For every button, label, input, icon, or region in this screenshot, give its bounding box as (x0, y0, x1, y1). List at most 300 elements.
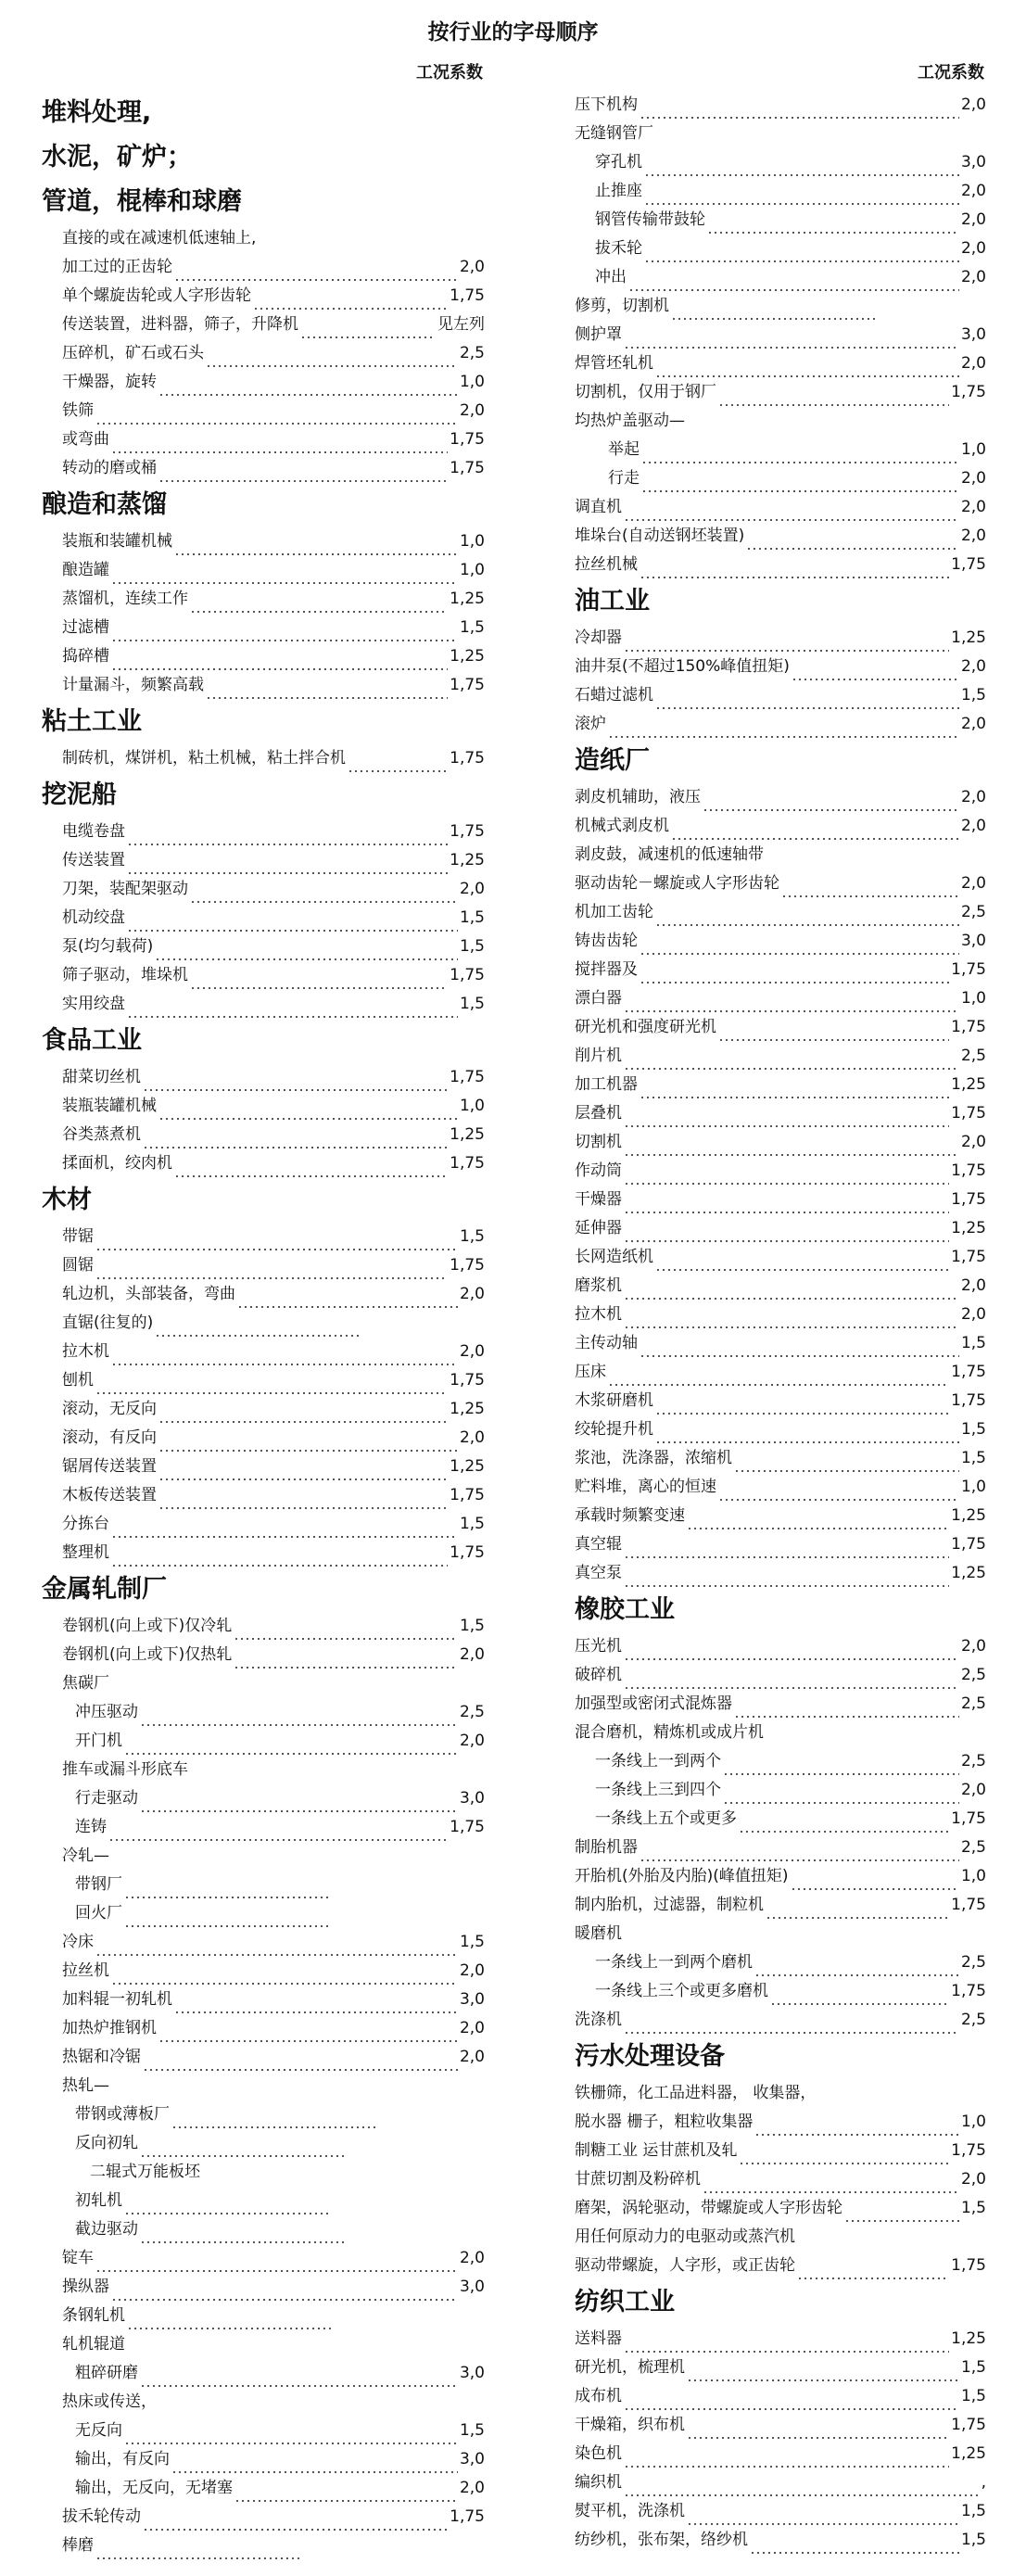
industry-label: 蒸馏机，连续工作 (62, 590, 188, 608)
factor-value: 1,75 (450, 1543, 485, 1562)
section-heading: 金属轧制厂 (42, 1575, 167, 1604)
dot-leader (754, 1958, 959, 1977)
factor-value: 1,75 (450, 2507, 485, 2526)
factor-value: 1,25 (450, 1125, 485, 1144)
factor-value: 2,0 (960, 2170, 986, 2189)
factor-row (42, 846, 485, 875)
industry-label: 调直机 (575, 498, 622, 516)
factor-row (575, 681, 986, 710)
industry-label: 一条线上五个或更多 (595, 1809, 737, 1828)
factor-row (42, 2215, 485, 2244)
factor-row (575, 1747, 986, 1776)
industry-label: 拔禾轮 (595, 239, 642, 258)
industry-label: 铸齿齿轮 (575, 932, 638, 950)
dot-leader (95, 406, 458, 425)
dot-leader (750, 2535, 959, 2555)
factor-row (575, 1444, 986, 1473)
factor-row (575, 551, 986, 579)
factor-row (575, 1473, 986, 1502)
factor-row (575, 2411, 986, 2440)
factor-value: 2,0 (459, 1732, 485, 1750)
industry-label: 粗碎研磨 (75, 2364, 138, 2382)
industry-label: 熨平机，洗涤机 (575, 2502, 685, 2520)
factor-row (575, 1042, 986, 1071)
industry-label: 拉木机 (575, 1305, 622, 1324)
dot-leader (624, 1670, 959, 1690)
factor-value: 2,0 (960, 874, 986, 893)
dot-leader (703, 2175, 959, 2194)
dot-leader (624, 994, 959, 1013)
factor-row (575, 148, 986, 177)
industry-label: 行走驱动 (75, 1789, 138, 1808)
industry-label: 单个螺旋齿轮或人字形齿轮 (62, 286, 251, 305)
dot-leader (718, 1482, 959, 1502)
industry-label: 无反向 (75, 2421, 122, 2440)
industry-label: 拉丝机械 (575, 555, 638, 574)
factor-row (575, 120, 986, 148)
dot-leader (348, 754, 448, 773)
dot-leader (608, 1367, 949, 1387)
dot-leader (174, 1159, 448, 1178)
dot-leader (624, 2478, 980, 2497)
section-heading: 酿造和蒸馏 (42, 490, 167, 519)
industry-label: 干燥器，旋转 (62, 373, 157, 391)
dot-leader (624, 1540, 949, 1559)
dot-leader (624, 1224, 949, 1243)
factor-value: 1,75 (951, 383, 986, 401)
factor-row (575, 2325, 986, 2354)
dot-leader (781, 879, 959, 898)
industry-label: 冷床 (62, 1933, 94, 1951)
factor-value: 1,75 (951, 1018, 986, 1036)
factor-value: 1,75 (951, 2141, 986, 2160)
section-heading: 粘土工业 (42, 707, 142, 736)
dot-leader (655, 907, 959, 927)
dot-leader (158, 377, 458, 397)
right-factor-list (575, 91, 986, 2555)
factor-value: 2,5 (960, 1752, 986, 1770)
factor-value: 1,25 (951, 2444, 986, 2463)
industry-label: 加料辊一初轧机 (62, 1990, 172, 2009)
factor-row (42, 1309, 485, 1338)
factor-value: 3,0 (459, 2364, 485, 2382)
industry-label: 带钢厂 (75, 1875, 122, 1894)
factor-row (42, 1698, 485, 1727)
section-heading: 挖泥船 (42, 780, 117, 809)
factor-row (575, 2252, 986, 2280)
industry-label: 堆垛台(自动送钢坯装置) (575, 527, 745, 545)
dot-leader (624, 2392, 959, 2411)
factor-row (42, 1641, 485, 1669)
industry-label: 行走 (608, 469, 640, 488)
factor-value: 3,0 (459, 1990, 485, 2009)
dot-leader (253, 291, 448, 311)
industry-label: 锭车 (62, 2249, 94, 2267)
factor-row (575, 1013, 986, 1042)
factor-row (575, 1186, 986, 1214)
dot-leader (624, 1568, 949, 1588)
dot-leader (640, 936, 959, 956)
industry-label: 谷类蒸煮机 (62, 1125, 141, 1144)
factor-value: 1,75 (951, 1248, 986, 1266)
dot-leader (127, 856, 448, 875)
factor-row (575, 1920, 986, 1948)
factor-value: 1,25 (450, 590, 485, 608)
dot-leader (158, 1404, 448, 1424)
factor-row (42, 1223, 485, 1251)
factor-value: 2,0 (960, 1305, 986, 1324)
industry-label: 染色机 (575, 2444, 622, 2463)
industry-label: 用任何原动力的电驱动或蒸汽机 (575, 2227, 795, 2246)
dot-leader (111, 623, 458, 642)
industry-label: 刀架，装配架驱动 (62, 880, 188, 898)
factor-row (575, 1661, 986, 1690)
factor-value: 1,75 (450, 1256, 485, 1275)
factor-value: 2,5 (960, 1694, 986, 1713)
industry-label: 成布机 (575, 2387, 622, 2405)
factor-row (42, 1899, 485, 1928)
factor-row (42, 1149, 485, 1178)
section-heading: 堆料处理, (42, 98, 152, 127)
industry-label: 拔禾轮传动 (62, 2507, 141, 2526)
dot-leader (791, 1872, 959, 1891)
factor-value: 3,0 (459, 2278, 485, 2296)
dot-leader (190, 884, 458, 904)
factor-row (575, 898, 986, 927)
factor-row (575, 2006, 986, 2035)
industry-label: 真空泵 (575, 1564, 622, 1582)
dot-leader (640, 1339, 959, 1358)
factor-value: 1,25 (951, 1506, 986, 1525)
industry-label: 转动的磨或桶 (62, 459, 157, 477)
factor-row (575, 1834, 986, 1862)
dot-leader (770, 1986, 949, 2006)
factor-row (42, 2158, 485, 2187)
industry-label: 编织机 (575, 2473, 622, 2492)
industry-label: 推车或漏斗形底车 (62, 1760, 188, 1779)
factor-value: 3,0 (960, 325, 986, 344)
dot-leader (746, 531, 959, 551)
factor-value: 1,5 (960, 1420, 986, 1439)
factor-row (575, 1690, 986, 1719)
industry-label: 送料器 (575, 2329, 622, 2348)
industry-label: 实用绞盘 (62, 995, 125, 1013)
industry-label: 止推座 (595, 182, 642, 200)
industry-label: 条钢轧机 (62, 2306, 125, 2325)
factor-row (42, 933, 485, 961)
industry-label: 削片机 (575, 1047, 622, 1065)
factor-row (575, 624, 986, 653)
industry-label: 脱水器 栅子，粗粒收集器 (575, 2113, 754, 2131)
dot-leader (111, 2282, 458, 2302)
factor-row (42, 614, 485, 642)
factor-row (42, 2100, 485, 2129)
factor-row (575, 1862, 986, 1891)
industry-label: 制胎机器 (575, 1838, 638, 1857)
factor-row (575, 1891, 986, 1920)
industry-label: 研光机，梳理机 (575, 2358, 685, 2377)
industry-label: 甘蔗切割及粉碎机 (575, 2170, 701, 2189)
factor-value: 1,25 (450, 647, 485, 666)
factor-row (575, 2354, 986, 2382)
factor-value: 3,0 (960, 153, 986, 171)
industry-label: 筛子驱动，堆垛机 (62, 966, 188, 984)
factor-value: 2,0 (960, 817, 986, 835)
dot-leader (234, 2483, 458, 2503)
factor-row (42, 2474, 485, 2503)
dot-leader (158, 1462, 448, 1481)
industry-label: 拉丝机 (62, 1961, 109, 1980)
factor-row (575, 841, 986, 869)
factor-row (575, 1559, 986, 1588)
column-header: 工况系数 (918, 63, 984, 82)
dot-leader (124, 1880, 328, 1899)
industry-label: 贮料堆，离心的恒速 (575, 1478, 716, 1496)
factor-row (42, 2503, 485, 2532)
factor-row (42, 339, 485, 368)
factor-value: 2,5 (459, 1703, 485, 1721)
factor-value: 1,0 (459, 561, 485, 579)
industry-label: 开门机 (75, 1732, 122, 1750)
dot-leader (124, 2196, 328, 2215)
factor-row (575, 1719, 986, 1747)
industry-label: 机加工齿轮 (575, 903, 653, 921)
industry-label: 一条线上一到两个 (595, 1752, 721, 1770)
dot-leader (624, 330, 959, 349)
industry-label: 截边驱动 (75, 2220, 138, 2239)
factor-value: 1,5 (960, 1449, 986, 1467)
factor-row (42, 1092, 485, 1121)
dot-leader (624, 1195, 949, 1214)
factor-value: 2,5 (459, 344, 485, 362)
factor-value: 1,5 (960, 686, 986, 704)
dot-leader (640, 100, 959, 120)
industry-label: 磨架，涡轮驱动，带螺旋或人字形齿轮 (575, 2199, 842, 2217)
section-heading: 管道，棍棒和球磨 (42, 187, 242, 216)
dot-leader (127, 2311, 331, 2330)
factor-row (42, 2014, 485, 2043)
dot-leader (718, 387, 949, 407)
dot-leader (624, 1642, 959, 1661)
factor-value: 1,0 (960, 1478, 986, 1496)
factor-value: 2,0 (459, 2019, 485, 2037)
factor-row (42, 2072, 485, 2100)
industry-label: 驱动带螺旋，人字形，或正齿轮 (575, 2256, 795, 2275)
factor-row (575, 1948, 986, 1977)
dot-leader (624, 502, 959, 522)
factor-row (42, 2129, 485, 2158)
factor-value: 1,25 (951, 628, 986, 647)
factor-value: 1,75 (450, 430, 485, 449)
factor-row (575, 1632, 986, 1661)
industry-label: 轧边机，头部装备，弯曲 (62, 1285, 235, 1303)
factor-row (575, 2165, 986, 2194)
dot-leader (628, 273, 959, 292)
industry-label: 混合磨机，精炼机或成片机 (575, 1723, 764, 1742)
industry-label: 无缝钢管厂 (575, 124, 653, 143)
dot-leader (734, 1453, 959, 1473)
factor-row (42, 1366, 485, 1395)
industry-label: 冲出 (595, 268, 627, 286)
factor-value: 2,0 (960, 788, 986, 806)
dot-leader (111, 435, 448, 454)
factor-row (42, 671, 485, 700)
industry-label: 操纵器 (62, 2278, 109, 2296)
factor-row (42, 961, 485, 990)
factor-value: 2,0 (960, 527, 986, 545)
industry-label: 轧机辊道 (62, 2335, 125, 2354)
dot-leader (655, 691, 959, 710)
industry-label: 滚动，有反向 (62, 1428, 157, 1447)
factor-value: 2,0 (459, 1645, 485, 1664)
factor-row (42, 368, 485, 397)
dot-leader (174, 262, 458, 282)
factor-row (42, 1813, 485, 1842)
industry-label: 带钢或薄板厂 (75, 2105, 170, 2124)
industry-label: 漂白器 (575, 989, 622, 1008)
factor-value: 1,5 (960, 2502, 986, 2520)
dot-leader (158, 1101, 458, 1121)
industry-label: 锯屑传送装置 (62, 1457, 157, 1476)
industry-label: 反向初轧 (75, 2134, 138, 2152)
dot-leader (124, 2426, 458, 2445)
industry-label: 卷钢机(向上或下)仅冷轧 (62, 1617, 233, 1635)
factor-row (575, 1358, 986, 1387)
industry-label: 层叠机 (575, 1104, 622, 1123)
dot-leader (640, 560, 949, 579)
factor-value: 1,25 (951, 2329, 986, 2348)
factor-row (575, 235, 986, 263)
factor-row (575, 493, 986, 522)
factor-value: 3,0 (459, 2450, 485, 2468)
factor-row (42, 1453, 485, 1481)
factor-value: 1,25 (951, 1219, 986, 1237)
factor-value: 2,0 (459, 1285, 485, 1303)
industry-label: 刨机 (62, 1371, 94, 1390)
factor-value: 2,5 (960, 903, 986, 921)
factor-value: 1,5 (459, 908, 485, 927)
dot-leader (671, 301, 875, 321)
factor-row (575, 292, 986, 321)
industry-label: 棒磨 (62, 2536, 94, 2555)
dot-leader (127, 999, 458, 1019)
factor-value: 1,75 (951, 555, 986, 574)
factor-row (42, 1957, 485, 1986)
industry-label: 开胎机(外胎及内胎)(峰值扭矩) (575, 1867, 789, 1885)
dot-leader (206, 349, 458, 368)
factor-value: 1,75 (450, 1486, 485, 1504)
industry-label: 初轧机 (75, 2191, 122, 2210)
factor-value: 1,5 (459, 1515, 485, 1533)
dot-leader (641, 474, 959, 493)
dot-leader (703, 793, 959, 812)
dot-leader (140, 2368, 458, 2388)
factor-row (42, 585, 485, 614)
factor-row (575, 1415, 986, 1444)
factor-value: 1,5 (459, 1933, 485, 1951)
industry-label: 拉木机 (62, 1342, 109, 1361)
dot-leader (739, 1814, 949, 1834)
industry-label: 整理机 (62, 1543, 109, 1562)
factor-value: 1,75 (951, 1161, 986, 1180)
dot-leader (95, 2541, 299, 2560)
dot-leader (640, 1080, 949, 1099)
industry-label: 制糖工业 运甘蔗机及轧 (575, 2141, 738, 2160)
factor-row (575, 2382, 986, 2411)
factor-value: 2,5 (960, 1953, 986, 1972)
factor-row (575, 1329, 986, 1358)
factor-value: 1,5 (459, 1617, 485, 1635)
industry-label: 捣碎槽 (62, 647, 109, 666)
industry-label: 切割机，仅用于钢厂 (575, 383, 716, 401)
factor-row (42, 1784, 485, 1813)
industry-label: 冷却器 (575, 628, 622, 647)
factor-value: 3,0 (459, 1789, 485, 1808)
industry-label: 滚炉 (575, 715, 606, 733)
dot-leader (300, 320, 436, 339)
factor-value: 1,75 (951, 2256, 986, 2275)
factor-row (575, 2079, 986, 2108)
factor-row (575, 2526, 986, 2555)
factor-value: 1,5 (459, 995, 485, 1013)
industry-label: 装瓶装罐机械 (62, 1097, 157, 1115)
factor-row (575, 2468, 986, 2497)
factor-value: 1,75 (951, 1809, 986, 1828)
dot-leader (127, 827, 448, 846)
factor-value: 见左列 (437, 315, 485, 334)
factor-row (575, 263, 986, 292)
factor-row (575, 91, 986, 120)
dot-leader (124, 1909, 328, 1928)
factor-row (42, 1986, 485, 2014)
factor-row (575, 1977, 986, 2006)
factor-value: 2,0 (459, 880, 485, 898)
factor-value: 1,75 (450, 1068, 485, 1086)
industry-label: 连铸 (75, 1818, 107, 1836)
factor-value: 1,25 (450, 1400, 485, 1418)
factor-row (42, 311, 485, 339)
right-column (575, 63, 986, 2555)
dot-leader (174, 537, 458, 556)
dot-leader (143, 2512, 448, 2532)
dot-leader (641, 445, 959, 464)
factor-row (42, 1756, 485, 1784)
factor-row (575, 1272, 986, 1301)
industry-label: 干燥器 (575, 1190, 622, 1209)
factor-row (575, 1387, 986, 1415)
dot-leader (155, 942, 458, 961)
factor-row (42, 904, 485, 933)
dot-leader (234, 1650, 458, 1669)
factor-row (575, 1301, 986, 1329)
factor-row (42, 2244, 485, 2273)
industry-label: 延伸器 (575, 1219, 622, 1237)
industry-label: 剥皮机辅助，液压 (575, 788, 701, 806)
factor-value: 1,0 (459, 373, 485, 391)
dot-leader (206, 680, 448, 700)
factor-value: 1,0 (960, 440, 986, 459)
dot-leader (718, 1022, 949, 1042)
factor-value: 1,5 (960, 2387, 986, 2405)
factor-value: 1,5 (459, 1227, 485, 1246)
factor-row (42, 224, 485, 253)
factor-row (42, 1510, 485, 1539)
industry-label: 酿造罐 (62, 561, 109, 579)
dot-leader (155, 1318, 359, 1338)
dot-leader (644, 158, 959, 177)
factor-value: 1,75 (450, 1818, 485, 1836)
factor-row (42, 1539, 485, 1567)
